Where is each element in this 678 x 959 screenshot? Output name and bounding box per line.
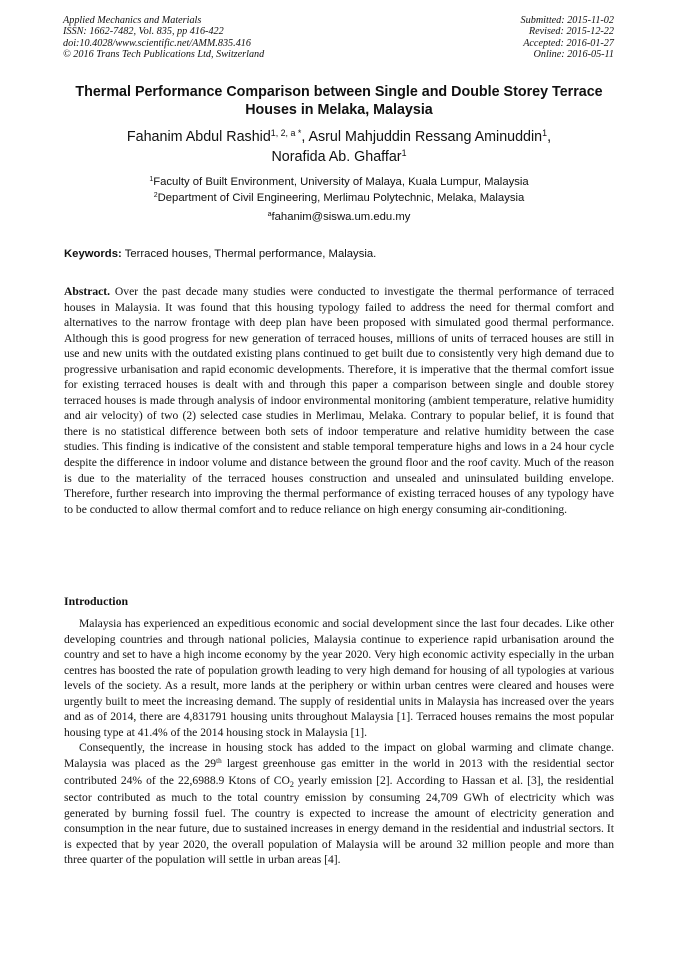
date-revised: Revised: 2015-12-22 bbox=[528, 26, 614, 38]
date-accepted: Accepted: 2016-01-27 bbox=[523, 37, 614, 49]
journal-doi[interactable]: doi:10.4028/www.scientific.net/AMM.835.416 bbox=[63, 37, 251, 49]
keywords-label: Keywords: bbox=[64, 248, 122, 260]
email-address[interactable]: fahanim@siswa.um.edu.my bbox=[271, 211, 411, 223]
date-submitted: Submitted: 2015-11-02 bbox=[520, 15, 614, 26]
abstract-label: Abstract. bbox=[64, 285, 111, 298]
email-mark: a bbox=[267, 210, 272, 218]
date-online: Online: 2016-05-11 bbox=[533, 48, 614, 60]
author-separator: , bbox=[301, 129, 309, 145]
affiliations bbox=[60, 175, 618, 207]
affiliation-1: $^1$Faculty of Built Environment, University of Malaya, Kuala Lumpur, Malaysia bbox=[149, 175, 529, 188]
author-3-affiliation-mark: 1 bbox=[401, 147, 407, 158]
intro-paragraph-1: Malaysia has experienced an expeditious economic and social development since the last four decades. Like other developing countries and through national policies, Malaysia continue to experience rapid urbanisation around the country and set to have a high income economy by the year 2020. Very high economic activity especially in the urban centres has boosted the rate of population growth leading to very high demand for housing of all typologies at various levels of the society. As a result, more lands at the periphery or within urban centres were cleared and houses were urgently built to meet the increasing demand. The supply of residential units in Malaysia has increased over the years and as of 2014, there are 4,831791 housing units throughout Malaysia [1]. Terraced houses remains the most popular housing type at 41.4% of the 2014 housing stock in Malaysia [1]. bbox=[64, 617, 614, 739]
author-2-affiliation-mark: 1 bbox=[542, 127, 548, 138]
journal-issn: ISSN: 1662-7482, Vol. 835, pp 416-422 bbox=[63, 26, 224, 38]
journal-name: Applied Mechanics and Materials bbox=[63, 15, 202, 26]
author-1: Fahanim Abdul Rashid bbox=[126, 129, 271, 145]
author-list bbox=[60, 128, 618, 168]
corresponding-email bbox=[60, 210, 618, 226]
author-3: Norafida Ab. Ghaffar bbox=[271, 149, 402, 165]
author-separator: , bbox=[547, 129, 552, 145]
author-1-affiliation-mark: 1, 2, a * bbox=[270, 127, 302, 138]
affiliation-2: $^2$Department of Civil Engineering, Merlimau Polytechnic, Melaka, Malaysia bbox=[153, 191, 525, 204]
author-2: Asrul Mahjuddin Ressang Aminuddin bbox=[308, 129, 543, 145]
submission-dates bbox=[521, 15, 614, 60]
journal-copyright: © 2016 Trans Tech Publications Ltd, Switzerland bbox=[63, 48, 265, 60]
introduction-body bbox=[64, 616, 614, 868]
keywords bbox=[64, 247, 614, 261]
abstract bbox=[64, 284, 614, 517]
journal-info bbox=[63, 15, 264, 60]
intro-paragraph-2: Consequently, the increase in housing stock has added to the impact on global warming and climate change. Malaysia was placed as the 29th largest greenhouse gas emitter in the world in 2013 with the residential sector contributed 24% of the 22,6988.9 Ktons of $CO_2$ yearly emission [2]. According to Hassan et al. [3], the residential sector contributed as much to the total country emission by consuming 24,709 GWh of electricity which was generated by burning fossil fuel. The country is expected to increase the amount of electricity generation and consumption in the near future, due to sustained increases in energy demand in the residential and industrial sectors. It is expected that by year 2020, the overall population of Malaysia will be around 32 million people and more than three quarter of the population will settle in urban areas [4]. bbox=[64, 741, 615, 867]
paper-title: Thermal Performance Comparison between Single and Double Storey Terrace Houses in Melaka, Malaysia bbox=[75, 84, 603, 118]
section-heading-introduction: Introduction bbox=[64, 594, 129, 608]
abstract-text: Over the past decade many studies were conducted to investigate the thermal performance of terraced houses in Malaysia. It was found that this housing typology failed to address the need for thermal comfort and alternatives to the narrow frontage with deep plan have been proposed with simulated good thermal performance. Although this is good progress for new generation of terraced houses, millions of units of terraced houses are still in use and new units with the outdated existing plans continued to get built due to consistently very high demand due to progressive urbanisation and rapid economic developments. Therefore, it is imperative that the thermal comfort issue for existing terraced houses is dealt with and through this paper a comparison between single and double storey terraced houses is made through analysis of indoor environmental monitoring (ambient temperature, relative humidity and air velocity) of two (2) selected case studies in Merlimau, Melaka. Contrary to popular belief, it is found that there is no statistical difference between both sets of indoor temperature and relative humidity between the case studies. This finding is indicative of the consistent and stable temporal temperature highs and lows in a 24 hour cycle despite the difference in indoor volume and distance between the ground floor and the roof cavity. Much of the reason is due to the materiality of the terraced houses construction and unsealed and uninsulated building envelope. Therefore, further research into improving the thermal performance of existing terraced houses of any typology have to be conducted to allow thermal comfort and to reduce reliance on high energy consuming air-conditioning. bbox=[64, 285, 614, 516]
keywords-text: Terraced houses, Thermal performance, Malaysia. bbox=[121, 248, 377, 260]
